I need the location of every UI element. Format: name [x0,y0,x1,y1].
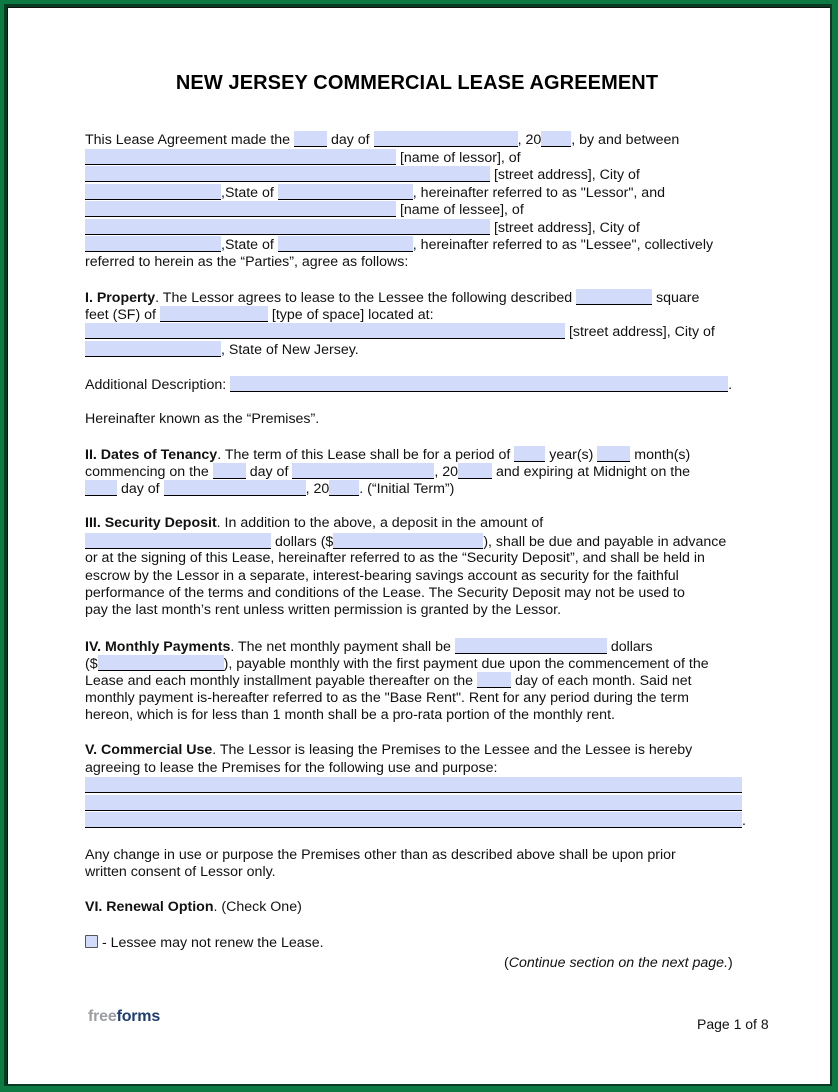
use-change-line-2: written consent of Lessor only. [85,864,276,880]
property-line-4: , State of New Jersey. [85,341,359,358]
end-year-field[interactable] [329,480,359,496]
term-years-field[interactable] [514,446,545,462]
lessor-street-field[interactable] [85,166,490,182]
lessee-state-field[interactable] [278,236,413,252]
intro-line-6: [street address], City of [85,219,640,236]
use-purpose-field-1[interactable] [85,777,742,793]
payments-heading: IV. Monthly Payments [85,639,231,655]
payments-line-1: IV. Monthly Payments. The net monthly payment shall be dollars [85,639,653,655]
deposit-line-3: or at the signing of this Lease, hereinafter referred to as the “Security Deposit”, and shall be held in [85,550,705,566]
use-heading: V. Commercial Use [85,742,213,758]
payments-line-3: Lease and each monthly installment payable thereafter on the day of each month. Said net [85,673,692,689]
deposit-line-6: pay the last month’s rent unless written permission is granted by the Lessor. [85,602,562,618]
premises-street-field[interactable] [85,323,565,339]
intro-line-7: ,State of , hereinafter referred to as "Lessee", collectively [85,236,713,253]
lessee-city-field[interactable] [85,236,221,252]
page-number: Page 1 of 8 [697,1016,769,1032]
premises-line: Hereinafter known as the “Premises”. [85,411,320,427]
start-month-field[interactable] [292,463,434,479]
lessee-street-field[interactable] [85,219,490,235]
tenancy-heading: II. Dates of Tenancy [85,447,218,463]
agreement-day-field[interactable] [294,131,327,147]
document-title: NEW JERSEY COMMERCIAL LEASE AGREEMENT [175,72,659,94]
use-purpose-field-2[interactable] [85,795,742,811]
start-day-field[interactable] [213,463,246,479]
use-field-line-2 [85,795,742,812]
payments-line-5: hereon, which is for less than 1 month shall be a pro-rata portion of the monthly rent. [85,707,615,723]
payments-line-2: ($ ), payable monthly with the first payment due upon the commencement of the [85,656,709,672]
term-months-field[interactable] [597,446,630,462]
end-month-field[interactable] [164,480,306,496]
intro-line-2: [name of lessor], of [85,149,521,166]
tenancy-line-1: II. Dates of Tenancy. The term of this Lease shall be for a period of year(s) month(s) [85,447,691,463]
premises-city-field[interactable] [85,341,221,357]
property-heading: I. Property [85,290,156,306]
renewal-option-no-renew: - Lessee may not renew the Lease. [85,935,324,952]
use-line-2: agreeing to lease the Premises for the following use and purpose: [85,760,498,776]
deposit-line-1: III. Security Deposit. In addition to the above, a deposit in the amount of [85,515,544,531]
tenancy-line-3: day of , 20 . (“Initial Term”) [85,480,454,497]
renewal-heading: VI. Renewal Option [85,899,214,915]
property-line-2: feet (SF) of [type of space] located at: [85,307,434,323]
lessee-name-field[interactable] [85,201,396,217]
use-field-line-3: . [85,812,746,829]
intro-line-1: This Lease Agreement made the day of , 20 , by and between [85,132,680,148]
property-line-1: I. Property. The Lessor agrees to lease to the Lessee the following described square [85,290,700,306]
agreement-month-field[interactable] [374,131,518,147]
payments-line-4: monthly payment is-hereafter referred to as the "Base Rent". Rent for any period during the term [85,690,689,706]
no-renew-checkbox[interactable] [85,935,98,948]
additional-description-field[interactable] [230,376,728,392]
monthly-payment-amount-field[interactable] [98,655,224,671]
intro-line-3: [street address], City of [85,166,640,183]
freeforms-logo: freeforms [88,1008,161,1025]
deposit-line-5: performance of the terms and conditions of the Lease. The Security Deposit may not be used to [85,585,685,601]
continue-note: (Continue section on the next page.) [504,955,733,971]
additional-description-line: Additional Description: . [85,377,733,393]
deposit-line-2: dollars ($ ), shall be due and payable in advance [85,533,726,550]
use-line-1: V. Commercial Use. The Lessor is leasing the Premises to the Lessee and the Lessee is hereby [85,742,693,758]
monthly-payment-words-field[interactable] [455,638,607,654]
end-day-field[interactable] [85,480,117,496]
renewal-line: VI. Renewal Option. (Check One) [85,899,302,915]
deposit-amount-words-field[interactable] [85,533,271,549]
use-purpose-field-3[interactable] [85,812,742,828]
agreement-year-field[interactable] [541,131,571,147]
intro-line-5: [name of lessee], of [85,201,524,218]
deposit-heading: III. Security Deposit [85,515,217,531]
intro-line-4: ,State of , hereinafter referred to as "Lessor", and [85,184,665,201]
intro-line-8: referred to herein as the “Parties”, agree as follows: [85,254,409,270]
type-of-space-field[interactable] [160,306,268,322]
square-feet-field[interactable] [576,289,652,305]
use-field-line-1 [85,777,742,794]
deposit-line-4: escrow by the Lessor in a separate, interest-bearing savings account as security for the faithful [85,568,679,584]
deposit-amount-field[interactable] [333,533,483,549]
lessor-state-field[interactable] [278,184,413,200]
property-line-3: [street address], City of [85,323,715,340]
tenancy-line-2: commencing on the day of , 20 and expiring at Midnight on the [85,464,690,480]
payment-due-day-field[interactable] [477,672,511,688]
start-year-field[interactable] [458,463,492,479]
lessor-city-field[interactable] [85,184,221,200]
use-change-line-1: Any change in use or purpose the Premises other than as described above shall be upon prior [85,847,676,863]
lessor-name-field[interactable] [85,149,396,165]
